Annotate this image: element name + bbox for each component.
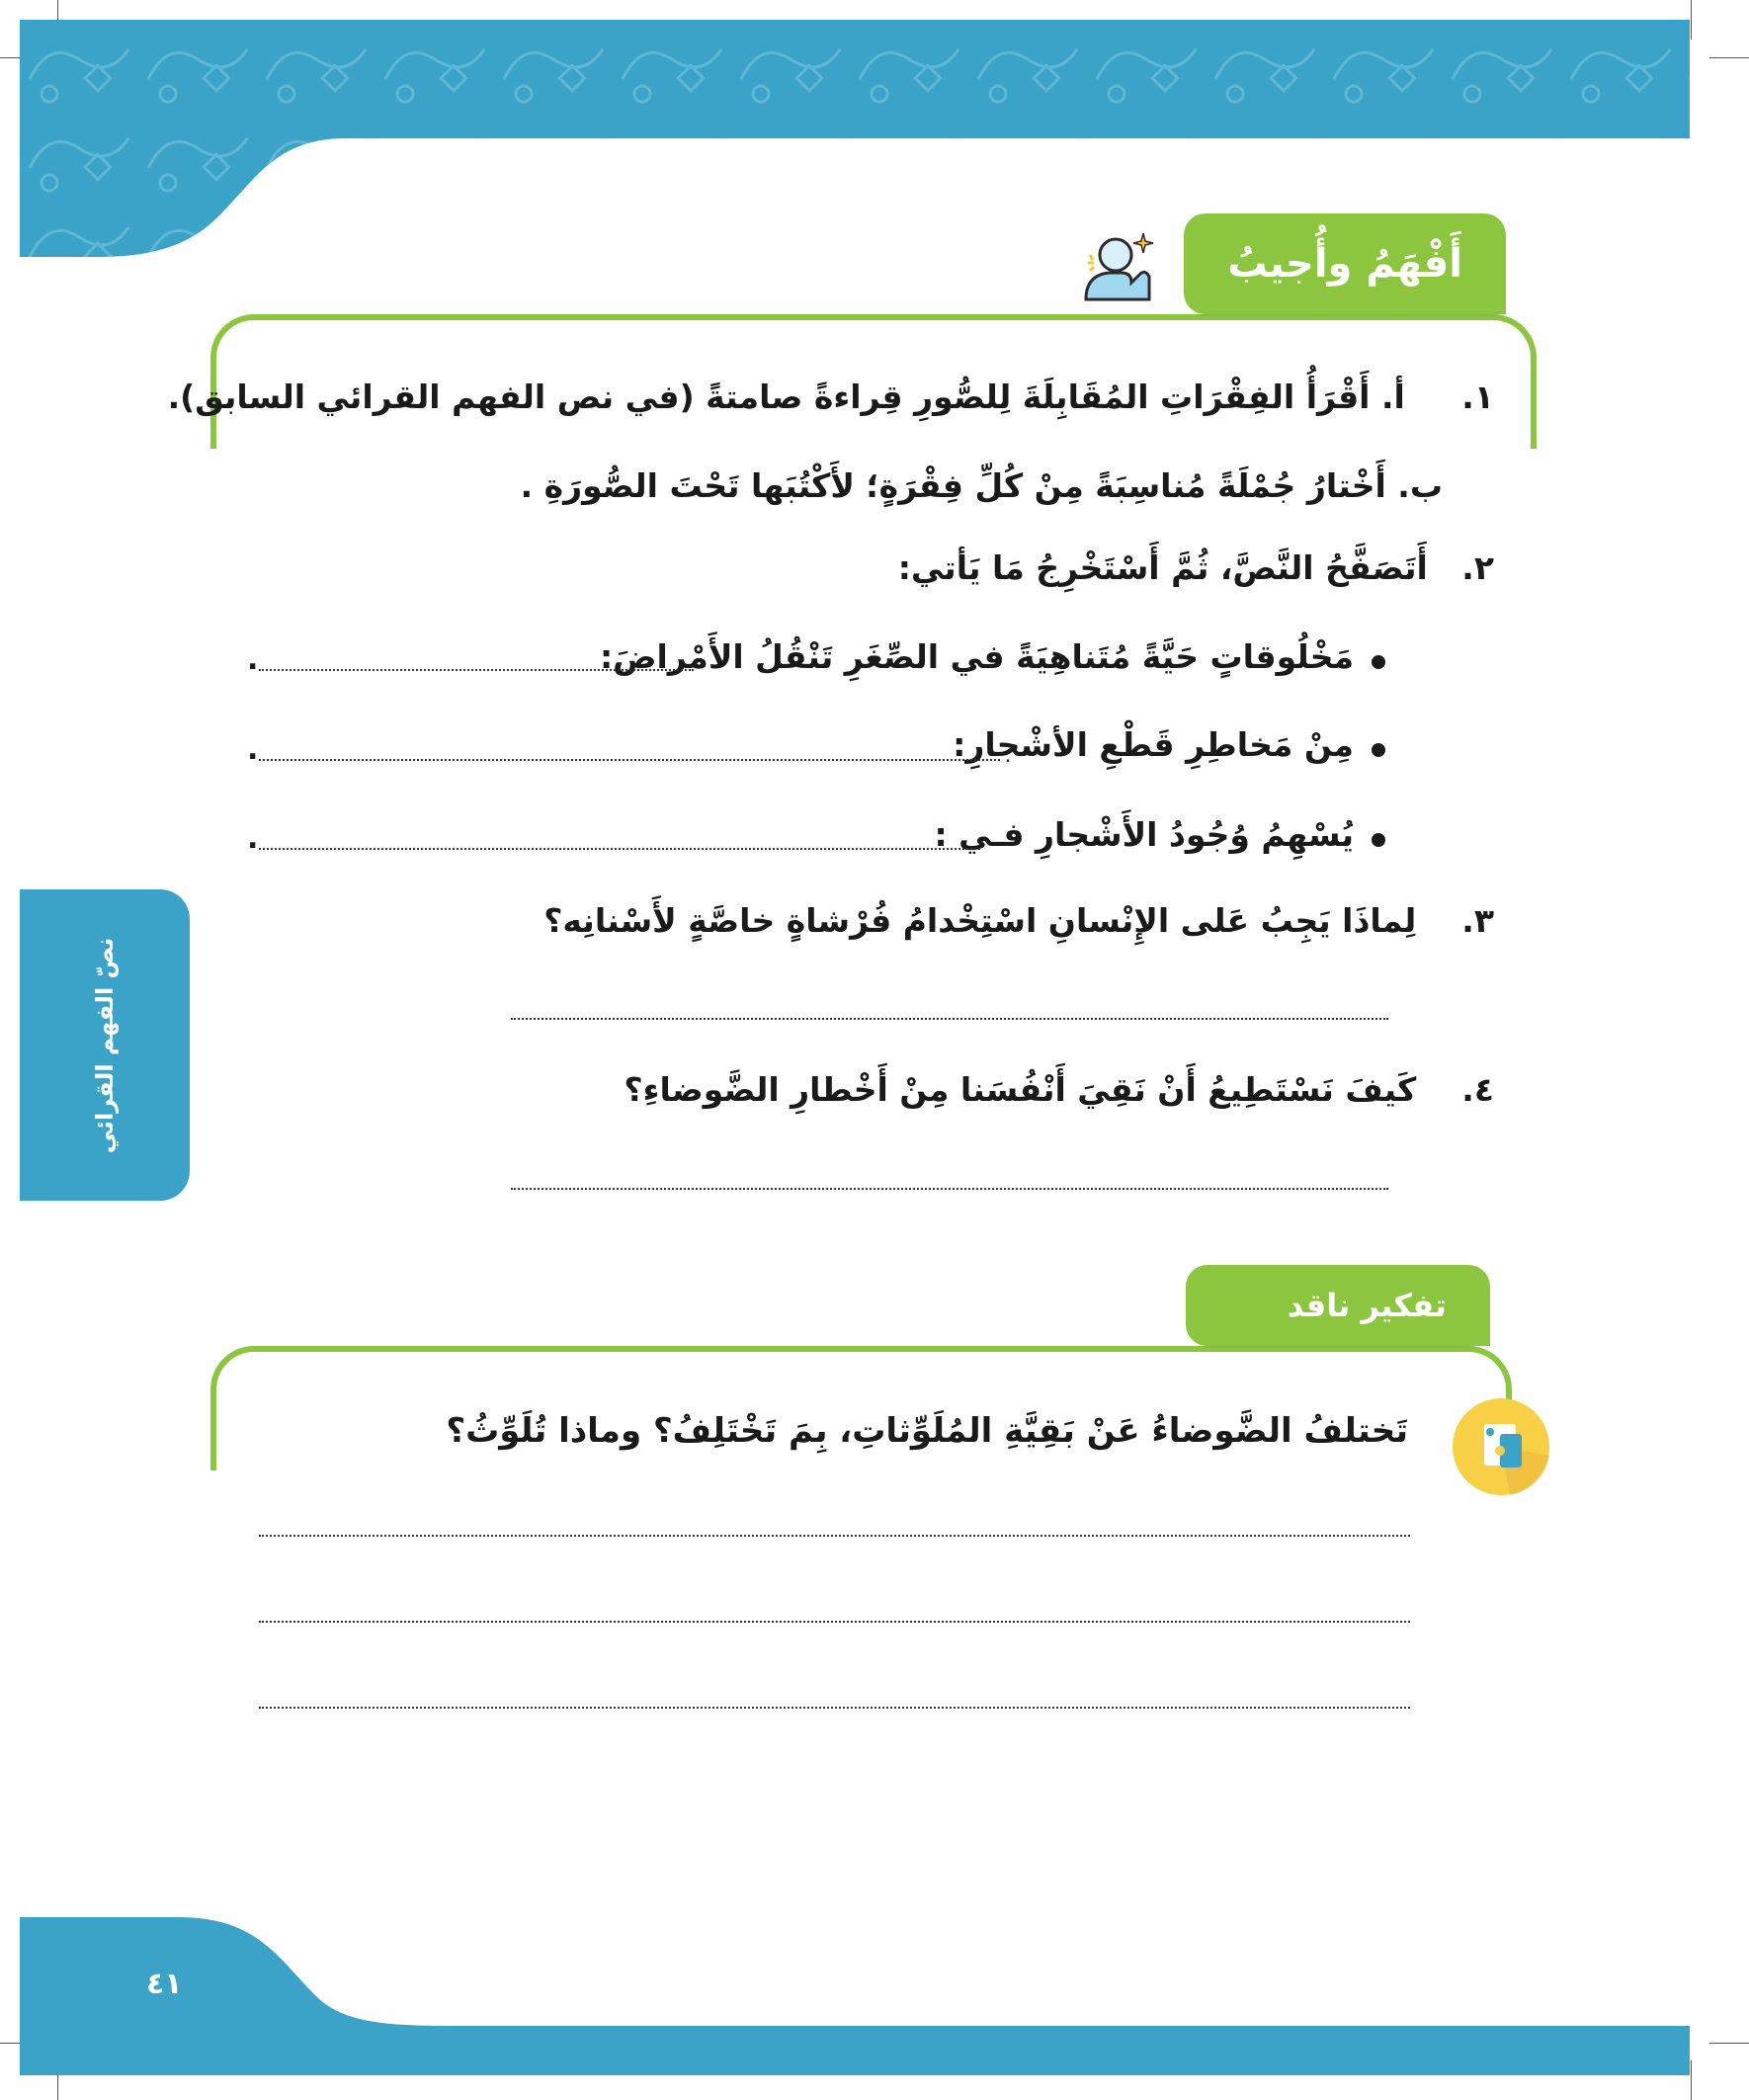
question-1b: [521, 466, 1443, 506]
bullet-2-text: مِنْ مَخاطِرِ قَطْعِ الأشْجارِ:: [953, 725, 1354, 764]
puzzle-icon: [1451, 1396, 1551, 1497]
critical-thinking-question: [446, 1411, 1408, 1452]
side-tab-label: نصّ الفهم القرائي: [91, 937, 119, 1153]
page-number: ٤١: [146, 1967, 183, 2001]
bullet-3: [935, 815, 1355, 855]
answer-line[interactable]: [511, 1188, 1388, 1190]
bullet-3-end: .: [247, 821, 259, 856]
question-2-text: أَتَصَفَّحُ النَّصَّ، ثُمَّ أَسْتَخْرِجُ مَا يَأتي:: [897, 548, 1428, 587]
question-2: [898, 548, 1494, 588]
bullet-3-text: يُسْهِمُ وُجُودُ الأَشْجارِ فـي :: [934, 815, 1354, 854]
question-3: [543, 901, 1494, 941]
question-1: [168, 378, 1494, 417]
question-1a-letter: أ.: [1380, 378, 1405, 416]
critical-thinking-title: تفكير ناقد: [1287, 1287, 1447, 1324]
thinking-person-icon: [1080, 225, 1157, 304]
crop-mark: [1691, 2060, 1692, 2100]
answer-line[interactable]: [259, 669, 694, 671]
answer-line[interactable]: [259, 1707, 1410, 1709]
question-1a-text: أَقْرَأُ الفِقْرَاتِ المُقَابِلَةَ لِلصُّورِ قِراءةً صامتةً (في نص الفهم القرائي السابق).: [167, 378, 1371, 416]
question-1-number: ١.: [1461, 378, 1494, 416]
crop-mark: [1709, 57, 1749, 58]
bullet-1-text: مَخْلُوقاتٍ حَيَّةً مُتَناهِيَةً في الصِّغَرِ تَنْقُلُ الأَمْراضَ:: [599, 637, 1354, 676]
question-3-number: ٣.: [1461, 901, 1494, 940]
bullet-dot: [1372, 655, 1385, 669]
bullet-2-end: .: [247, 732, 259, 767]
question-4-text: كَيفَ نَسْتَطِيعُ أَنْ نَقِيَ أَنْفُسَنا مِنْ أَخْطارِ الضَّوضاءِ؟: [624, 1070, 1417, 1109]
footer-band: [20, 1917, 1690, 2075]
answer-line[interactable]: [511, 1018, 1388, 1020]
section-tab-title: أَفْهَمُ وأُجيبُ: [1227, 241, 1462, 287]
question-3-text: لِماذَا يَجِبُ عَلى الإِنْسانِ اسْتِخْدامُ فُرْشاةٍ خاصَّةٍ لأَسْنانِه؟: [543, 901, 1417, 940]
question-4: [624, 1070, 1494, 1110]
bullet-dot: [1372, 743, 1385, 757]
section-tab: [1184, 213, 1506, 314]
bullet-1-end: .: [247, 642, 259, 677]
question-4-number: ٤.: [1461, 1070, 1494, 1109]
answer-line[interactable]: [259, 1621, 1410, 1623]
critical-thinking-question-text: تَختلفُ الضَّوضاءُ عَنْ بَقِيَّةِ المُلَوِّثاتِ، بِمَ تَخْتَلِفُ؟ وماذا تُلَوِّثُ؟: [446, 1411, 1408, 1451]
critical-thinking-frame: [210, 1346, 1512, 1470]
bullet-2: [953, 725, 1354, 765]
answer-line[interactable]: [259, 1535, 1410, 1537]
crop-mark: [1709, 2043, 1749, 2044]
bullet-1: [600, 637, 1354, 677]
answer-line[interactable]: [259, 759, 1000, 761]
side-tab: [20, 889, 190, 1201]
bullet-dot: [1372, 833, 1385, 847]
question-1b-letter: ب.: [1397, 466, 1443, 505]
question-2-number: ٢.: [1461, 548, 1494, 587]
question-1b-text: أَخْتارُ جُمْلَةً مُناسِبَةً مِنْ كُلِّ فِقْرَةٍ؛ لأَكْتُبَها تَحْتَ الصُّورَةِ .: [520, 466, 1386, 505]
crop-mark: [1691, 0, 1692, 40]
critical-thinking-tab: [1186, 1265, 1490, 1346]
answer-line[interactable]: [259, 848, 980, 850]
